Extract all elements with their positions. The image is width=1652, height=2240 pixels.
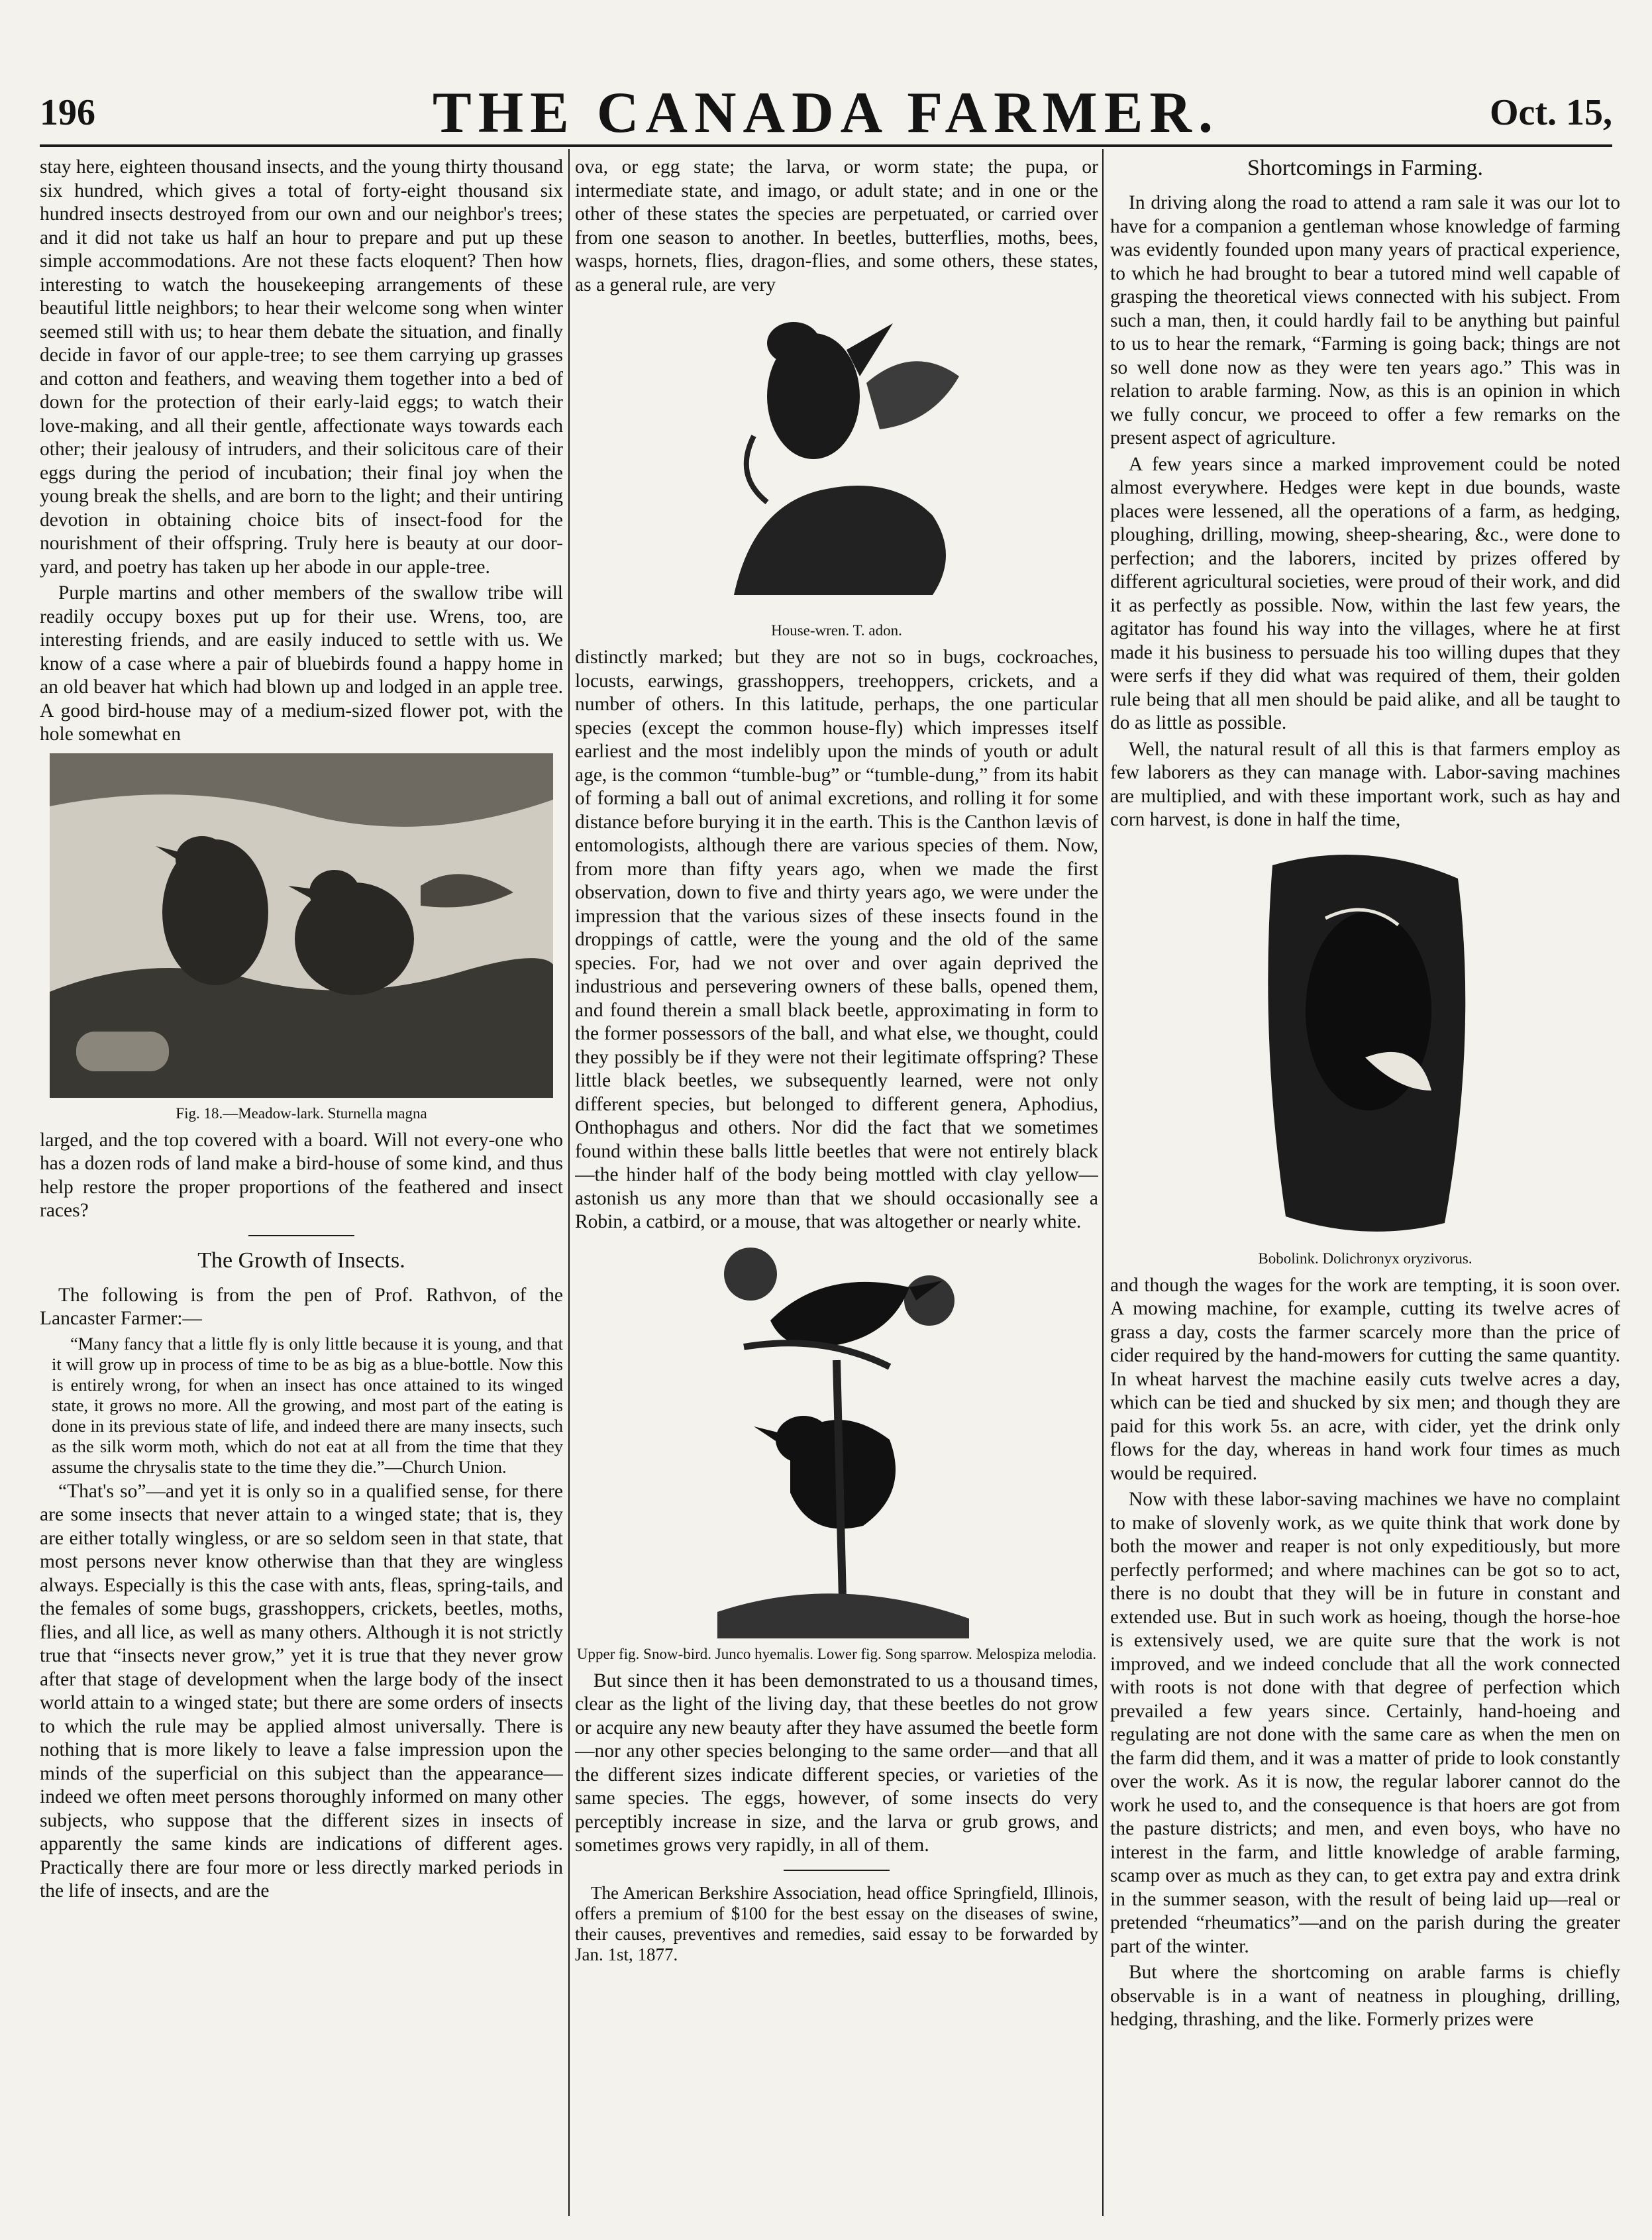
column-3: [1110, 156, 1620, 2210]
article-paragraph: ova, or egg state; the larva, or worm state; the pupa, or intermediate state, and imago, or adult state; and in one or the other of these states the species are perpetuated, or carried over from one season to another. In beetles, butterflies, moths, bees, wasps, hornets, flies, dragon-flies, and some others, these states, as a general rule, are very: [575, 156, 1098, 295]
article-paragraph: distinctly marked; but they are not so in bugs, cockroaches, locusts, earwings, grasshoppers, treehoppers, crickets, and a number of others. In this latitude, perhaps, the one particular species (except the common house-fly) which impresses itself earliest and the most indelibly upon the minds of youth or adult age, is the common “tumble-bug” or “tumble-dung,” from its habit of forming a ball out of animal excretions, and rolling it for some distance before burying it in the earth. This is the Canthon lævis of entomologists, although there are various species of them. Now, from more than fifty years ago, when we made the first observation, down to five and thirty years ago, we were under the impression that the various sizes of these insects found in the droppings of cattle, were the young and the old of the same species. For, had we not over and over again deprived the industrious and persevering owners of these balls, opened them, and found therein a small black beetle, approximating in form to the former possessors of the ball, and what else, we thought, could they possibly be if they were not their legitimate offspring? These little black beetles, we subsequently learned, were not only different species, but belonged to different genera, Aphodius, Onthophagus and others. Nor did the fact that we sometimes found within these balls little beetles that were not entirely black—the hinder half of the body being mottled with clay yellow—astonish us any more than that we should occasionally see a Robin, a catbird, or a mouse, that was altogether or nearly white.: [575, 647, 1098, 1232]
meadow-lark-illustration: [50, 753, 553, 1098]
article-paragraph: larged, and the top covered with a board. Will not every-one who has a dozen rods of land make a bird-house of some kind, and thus help restore the proper proportions of the feathered and insect races?: [40, 1129, 563, 1221]
article-paragraph: But where the shortcoming on arable farms is chiefly observable is in a want of neatness in ploughing, drilling, hedging, thrashing, and the like. Formerly prizes were: [1110, 1962, 1620, 2030]
article-paragraph: stay here, eighteen thousand insects, and the young thirty thousand six hundred, which gives a total of forty-eight thousand six hundred insects destroyed from our own and our neighbor's trees; and it did not take us half an hour to prepare and put up these simple accommodations. Are not these facts eloquent? Then how interesting to watch the housekeeping arrangements of these beautiful little neighbors; to hear their welcome song when winter seemed still with us; to hear them debate the situation, and finally decide in favor of our apple-tree; to see them carrying up grasses and cotton and feathers, and weaving them together into a bed of down for the protection of their early-laid eggs; to watch their love-making, and all their gentle, affectionate ways towards each other; their jealousy of intruders, and their solicitous care of their eggs during the period of incubation; their final joy when the young break the shells, and are born to the light; and their untiring devotion in obtaining choice bits of insect-food for the nourishment of their offspring. Truly here is beauty at our door-yard, and poetry has taken up her abode in our apple-tree.: [40, 156, 563, 578]
header-rule: [40, 144, 1612, 147]
masthead: [40, 73, 1612, 146]
article-paragraph: In driving along the road to attend a ram sale it was our lot to have for a companion a gentleman whose knowledge of farming was evidently founded upon many years of practical experience, to which he had brought to bear a tutored mind well capable of grasping the theoretical views connected with his subject. From such a man, then, it could hardly fail to be anything but painful to us to hear the remark, “Farming is going back; things are not so well done now as they were ten years ago.” This was in relation to arable farming. Now, as this is an opinion in which we fully concur, we proceed to offer a few remarks on the present aspect of agriculture.: [1110, 192, 1620, 449]
article-paragraph: “That's so”—and yet it is only so in a qualified sense, for there are some insects that never attain to a winged state; that is, they are either totally wingless, or are so seldom seen in that state, that most persons never know otherwise than that they are wingless always. Especially is this the case with ants, fleas, spring-tails, and the females of some bugs, grasshoppers, crickets, beetles, moths, flies, and all lice, as well as many others. Although it is not strictly true that “insects never grow,” yet it is true that they never grow after that stage of development when the large body of the insect world attain to a winged state; but there are some orders of insects to which the rule may be applied almost universally. There is nothing that is more likely to leave a false impression upon the minds of the superficial on this subject than the appearance—indeed we often meet persons thoroughly informed on many other subjects, who suppose that the different sizes in insects of apparently the same kinds are indications of different ages. Practically there are four more or less directly marked periods in the life of insects, and are the: [40, 1480, 563, 1901]
figure-caption: Fig. 18.—Meadow-lark. Sturnella magna: [176, 1104, 427, 1122]
article-paragraph: Well, the natural result of all this is that farmers employ as few laborers as they can manage with. Labor-saving machines are multiplied, and with these important work, such as hay and corn harvest, is done in half the time,: [1110, 738, 1620, 830]
article-paragraph: The following is from the pen of Prof. Rathvon, of the Lancaster Farmer:—: [40, 1284, 563, 1329]
page-number: 196: [40, 92, 95, 133]
bobolink-illustration: [1246, 839, 1484, 1243]
article-paragraph: A few years since a marked improvement could be noted almost everywhere. Hedges were kept in due bounds, waste places were lessened, all the operations of a farm, as hedging, ploughing, drilling, mowing, sheep-shearing, &c., were done to perfection; and the laborers, incited by prizes offered by different agricultural societies, were proud of their work, and did it as perfectly as possible. Now, within the last few years, the agitator has found his way into the villages, where he at first made it his business to persuade his too willing dupes that they were serfs if they did what was required of them, their golden rule being that all men should be paid alike, and all be taught to do as little as possible.: [1110, 453, 1620, 733]
article-paragraph: and though the wages for the work are tempting, it is soon over. A mowing machine, for example, cutting its twelve acres of grass a day, costs the farmer scarcely more than the price of cider required by the hand-mowers for cutting the same quantity. In wheat harvest the machine easily cuts twelve acres a day, which can be tied and shucked by six men; and though they are paid for this work 5s. an acre, with cider, yet the drink only flows for the day, whereas in hand work four times as much would be required.: [1110, 1274, 1620, 1484]
column-divider: [1102, 149, 1104, 2216]
column-2: [575, 156, 1098, 2210]
article-heading: Shortcomings in Farming.: [1247, 156, 1484, 180]
article-heading: The Growth of Insects.: [197, 1248, 405, 1273]
column-1: [40, 156, 563, 2210]
section-rule: [248, 1235, 354, 1236]
quoted-passage: “Many fancy that a little fly is only little because it is young, and that it will grow up in process of time to be as big as a blue-bottle. Now this is entirely wrong, for when an insect has once attained to its winged state, it grows no more. All the growing, and most part of the eating is done in its previous state of life, and indeed there are many insects, such as the silk worm moth, which do not eat at all from the time that they assume the chrysalis state to the time they die.”—Church Union.: [52, 1333, 563, 1477]
article-paragraph: Purple martins and other members of the swallow tribe will readily occupy boxes put up for their use. Wrens, too, are interesting friends, and are easily induced to settle with us. We know of a case where a pair of bluebirds found a happy home in an old beaver hat which had blown up and lodged in an apple tree. A good bird-house may of a medium-sized flower pot, with the hole somewhat en: [40, 582, 563, 745]
article-paragraph: But since then it has been demonstrated to us a thousand times, clear as the light of the living day, that these beetles do not grow or acquire any new beauty after they have assumed the beetle form—nor any other species belonging to the same order—and that all the different sizes indicate different species, or varieties of the same species. The eggs, however, of some insects do very perceptibly increase in size, and the larva or grub grows, and sometimes grows very rapidly, in all of them.: [575, 1670, 1098, 1856]
snow-bird-song-sparrow-illustration: [691, 1241, 982, 1638]
house-wren-illustration: [694, 303, 979, 615]
issue-date: Oct. 15,: [1489, 92, 1612, 133]
figure-caption: House-wren. T. adon.: [771, 622, 902, 639]
article-paragraph: Now with these labor-saving machines we have no complaint to make of slovenly work, as we quite think that work done by both the mower and reaper is not only expeditiously, but more perfectly performed; and where machines can be got so to act, there is no doubt that they will be in future in constant and extended use. But in such work as hoeing, though the horse-hoe is extensively used, we are quite sure that the work is not improved, and we indeed conclude that all the work connected with roots is not done with that degree of perfection which prevailed a few years since. Certainly, hand-hoeing and regulating are not done with the same care as when the men on the farm did them, and it was a matter of pride to look constantly over the work. As it is now, the regular laborer cannot do the work he used to, and the consequence is that hoers are got from the pasture districts; and men, and even boys, who have no interest in the farm, and little knowledge of arable farming, scamp over as much as they can, to get extra pay and extra drink in the summer season, with the result of being laid up—real or pretended “rheumatics”—and on the parish during the greater part of the winter.: [1110, 1489, 1620, 1957]
column-divider: [568, 149, 570, 2216]
figure-caption: Bobolink. Dolichronyx oryzivorus.: [1258, 1250, 1472, 1267]
section-rule: [784, 1870, 890, 1871]
figure-caption: Upper fig. Snow-bird. Junco hyemalis. Lower fig. Song sparrow. Melospiza melodia.: [576, 1645, 1097, 1662]
newspaper-title: THE CANADA FARMER.: [433, 81, 1219, 145]
association-notice: The American Berkshire Association, head office Springfield, Illinois, offers a premium of $100 for the best essay on the diseases of swine, their causes, preventives and remedies, said essay to be forwarded by Jan. 1st, 1877.: [575, 1882, 1098, 1964]
